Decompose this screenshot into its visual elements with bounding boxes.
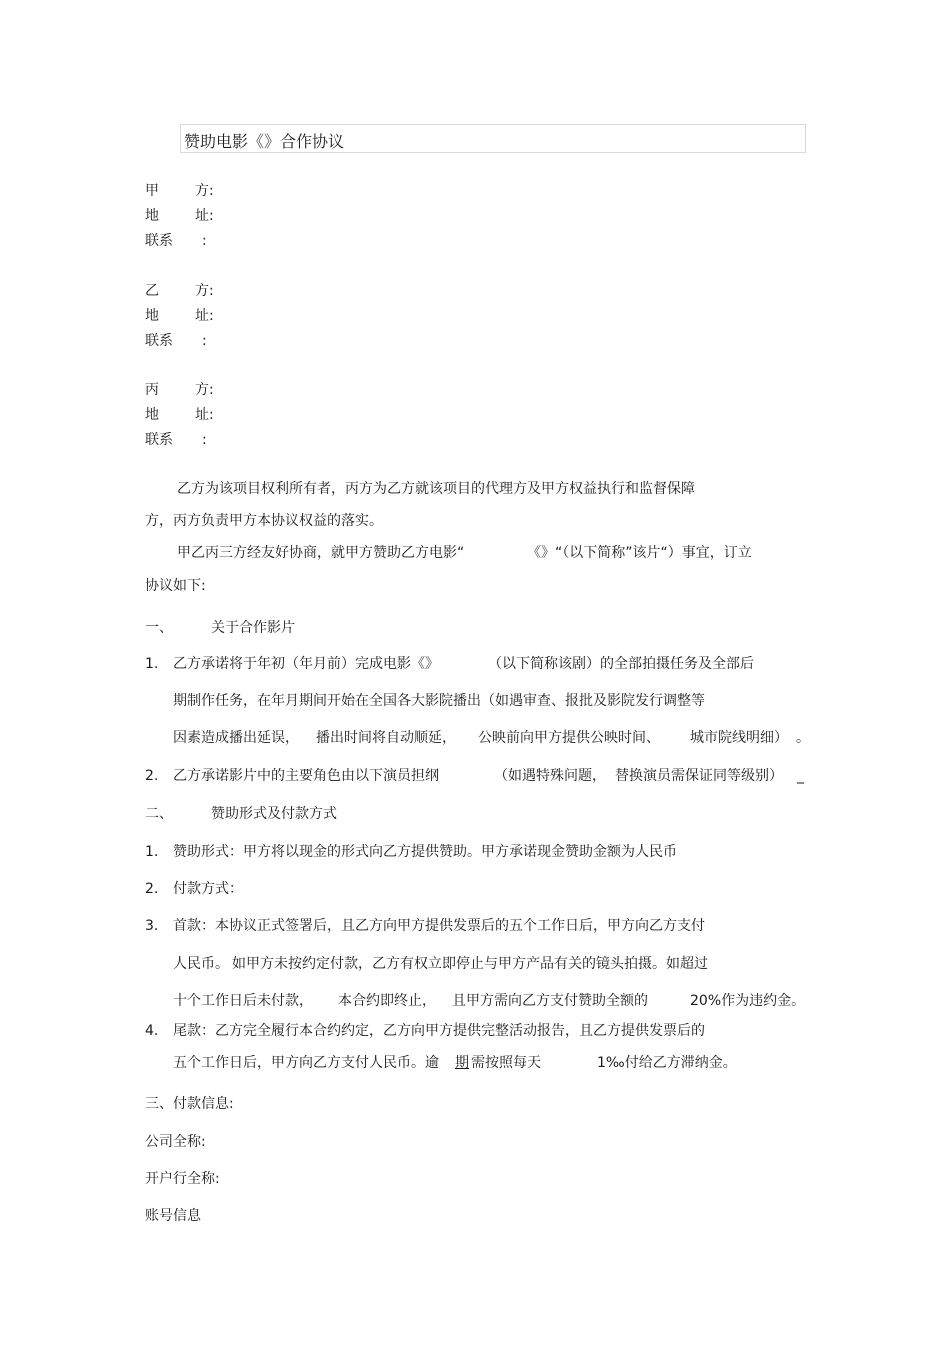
section-2-item-3-line-3-c: 且甲方需向乙方支付赞助全额的 xyxy=(452,993,648,1009)
document-title: 赞助电影《》合作协议 xyxy=(184,132,345,151)
section-1-item-2-line-1-d: _ xyxy=(797,768,804,784)
section-1-item-1-line-1-a: 乙方承诺将于年初（年月前）完成电影《》 xyxy=(173,656,439,672)
account-info-label: 账号信息 xyxy=(145,1208,201,1224)
section-1-item-2-line-1-a: 乙方承诺影片中的主要角色由以下演员担纲 xyxy=(173,768,439,784)
section-2-item-4-line-2-c: 需按照每天 xyxy=(471,1055,541,1071)
section-2-item-4-line-2-b: 期 xyxy=(455,1055,469,1071)
section-2-item-4-line-2-d: 1‰付给乙方滞纳金。 xyxy=(597,1055,737,1071)
section-2-item-4-line-2-a: 五个工作日后，甲方向乙方支付人民币。逾 xyxy=(173,1055,439,1071)
section-2-item-2-text: 付款方式： xyxy=(173,881,243,897)
section-1-item-1-line-3-a: 因素造成播出延误， xyxy=(173,730,299,746)
party-a-contact-label: 联系 xyxy=(145,233,173,249)
party-b-label: 乙 xyxy=(145,283,159,299)
section-1-item-1-line-3-c: 公映前向甲方提供公映时间、 xyxy=(478,730,660,746)
party-b-colon: 方: xyxy=(195,283,214,299)
party-c-address-label: 地 xyxy=(145,407,159,423)
party-a-contact-colon: : xyxy=(202,233,207,249)
section-2-item-3-line-3-a: 十个工作日后未付款， xyxy=(173,993,313,1009)
section-2-item-2-number: 2. xyxy=(145,881,159,897)
party-a-address-colon: 址: xyxy=(195,208,214,224)
party-b-address-colon: 址: xyxy=(195,308,214,324)
bank-name-label: 开户行全称: xyxy=(145,1171,220,1187)
section-2-item-4-line-1: 尾款：乙方完全履行本合约约定，乙方向甲方提供完整活动报告，且乙方提供发票后的 xyxy=(173,1023,705,1039)
section-2-item-1-number: 1. xyxy=(145,844,159,860)
party-c-contact-label: 联系 xyxy=(145,432,173,448)
party-a-colon: 方: xyxy=(195,183,214,199)
section-1-heading: 关于合作影片 xyxy=(211,620,295,636)
section-1-item-1-line-3-e: 。 xyxy=(796,730,810,746)
party-c-label: 丙 xyxy=(145,382,159,398)
party-a-address-label: 地 xyxy=(145,208,159,224)
section-1-item-2-number: 2. xyxy=(145,768,159,784)
section-3-heading: 三、付款信息: xyxy=(145,1096,234,1112)
section-2-item-3-line-3-d: 20%作为违约金。 xyxy=(690,993,806,1009)
party-a-label: 甲 xyxy=(145,183,159,199)
section-2-item-3-line-2-b: 如甲方未按约定付款，乙方有权立即停止与甲方产品有关的镜头拍摄。如超过 xyxy=(232,956,708,972)
section-1-item-2-line-1-b: （如遇特殊问题， xyxy=(494,768,606,784)
section-2-item-3-line-2-a: 人民币。 xyxy=(173,956,229,972)
section-2-item-4-number: 4. xyxy=(145,1023,159,1039)
section-1-item-2-line-1-c: 替换演员需保证同等级别） xyxy=(615,768,783,784)
section-1-item-1-line-1-b: （以下简称该剧）的全部拍摄任务及全部后 xyxy=(488,656,754,672)
party-b-contact-label: 联系 xyxy=(145,333,173,349)
title-box xyxy=(180,124,806,153)
section-1-item-1-line-3-d: 城市院线明细） xyxy=(690,730,788,746)
section-2-item-1-text: 赞助形式：甲方将以现金的形式向乙方提供赞助。甲方承诺现金赞助金额为人民币 xyxy=(173,844,677,860)
party-c-colon: 方: xyxy=(195,382,214,398)
section-1-item-1-number: 1. xyxy=(145,656,159,672)
company-name-label: 公司全称: xyxy=(145,1134,206,1150)
party-c-address-colon: 址: xyxy=(195,407,214,423)
party-b-address-label: 地 xyxy=(145,308,159,324)
intro-paragraph-2-line-1-b: 《》“（以下简称”该片“）事宜，订立 xyxy=(527,545,752,561)
intro-paragraph-2-line-1-a: 甲乙丙三方经友好协商，就甲方赞助乙方电影“ xyxy=(177,545,465,561)
section-1-item-1-line-3-b: 播出时间将自动顺延， xyxy=(316,730,456,746)
intro-paragraph-2-line-2: 协议如下: xyxy=(145,578,206,594)
section-2-number: 二、 xyxy=(145,806,173,822)
section-1-item-1-line-2: 期制作任务，在年月期间开始在全国各大影院播出（如遇审查、报批及影院发行调整等 xyxy=(173,693,705,709)
section-2-item-3-line-3-b: 本合约即终止， xyxy=(338,993,436,1009)
party-b-contact-colon: : xyxy=(202,333,207,349)
party-c-contact-colon: : xyxy=(202,432,207,448)
section-2-item-3-line-1: 首款：本协议正式签署后，且乙方向甲方提供发票后的五个工作日后，甲方向乙方支付 xyxy=(173,918,705,934)
intro-paragraph-1-line-1: 乙方为该项目权利所有者，丙方为乙方就该项目的代理方及甲方权益执行和监督保障 xyxy=(177,481,695,497)
intro-paragraph-1-line-2: 方，丙方负责甲方本协议权益的落实。 xyxy=(145,513,383,529)
section-2-heading: 赞助形式及付款方式 xyxy=(211,806,337,822)
section-1-number: 一、 xyxy=(145,620,173,636)
section-2-item-3-number: 3. xyxy=(145,918,159,934)
